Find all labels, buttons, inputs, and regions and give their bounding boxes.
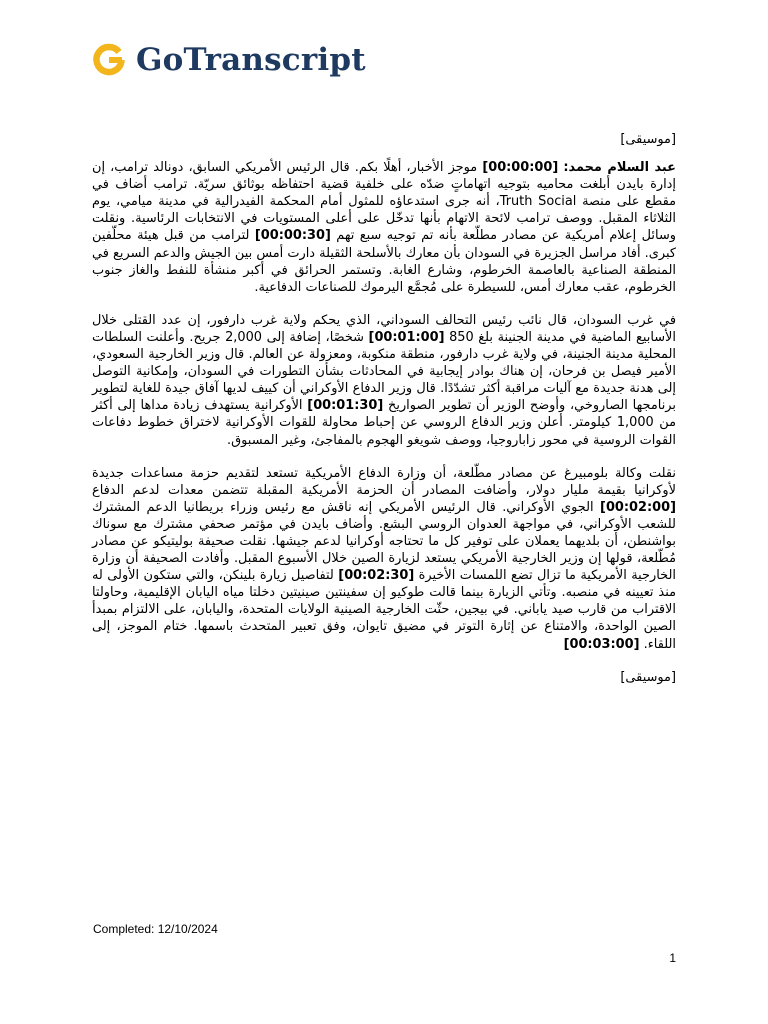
gotranscript-g-logo-icon xyxy=(92,43,126,77)
transcript-text: شخصًا، إضافة إلى 2,000 جريح. وأعلنت السلطات المحلية مدينة الجنينة، في ولاية غرب دارفور، منطقة منكوبة، ومعزولة عن العالم. قال وزير الخارجية السعودي، الأمير فيصل بن فرحان، إن هناك بوادر إيجابية في المحادثات بشأن التطورات في السودان، وإمكانية التوصل إلى هدنة جديدة مع آليات مراقبة أكثر تشدّدًا. قال وزير الدفاع الأوكراني أن كييف لديها آفاق جيدة للغاية لتطوير برنامجها الصاروخي، وأوضح الوزير أن تطوير الصواريخ xyxy=(92,329,676,414)
intro-music-tag: [موسيقى] xyxy=(620,132,676,147)
transcript-text: نقلت وكالة بلومبيرغ عن مصادر مطّلعة، أن وزارة الدفاع الأمريكية تستعد لتقديم حزمة مساعدات جديدة لأوكرانيا بقيمة مليار دولار، وأضافت المصادر أن الحزمة الأمريكية المقبلة تتضمن معدات لدعم الدفاع xyxy=(92,465,676,498)
timestamp: [00:00:30] xyxy=(254,228,331,244)
completed-date: Completed: 12/10/2024 xyxy=(93,922,218,936)
speaker-name: عبد السلام محمد: xyxy=(563,160,676,176)
page-number: 1 xyxy=(669,951,676,965)
timestamp: [00:02:00] xyxy=(600,499,676,515)
timestamp: [00:01:30] xyxy=(307,398,384,414)
transcript-text: لترامب من قبل هيئة محلّفين كبرى. أفاد مراسل الجزيرة في السودان بأن معارك بالأسلحة الثقيلة دارت أمس بين الجيش والدعم السريع في المنطقة الصناعية بالعاصمة الخرطوم، وشارع الغابة. وتستمر الحرائق في أكبر منشأة للنفط والغاز جنوب الخرطوم، عقب معارك أمس، للسيطرة على مُجمَّع اليرموك للصناعات الدفاعية. xyxy=(92,228,676,295)
transcript-text: موجز الأخبار، أهلًا بكم. قال الرئيس الأمريكي السابق، دونالد ترامب، إن إدارة بايدن أبلغت محاميه بتوجيه اتهاماتٍ ضدّه على خلفية قضية احتفاظه بوثائق سريّة. ترامب أضاف في مقطع على منصة Truth Social، أنه جرى استدعاؤه للمثول أمام المحكمة الفيدرالية في مدينة ميامي، يوم الثلاثاء المقبل. ووصف ترامب لائحة الاتهام بأنها تدخّل على أعلى المستويات في الانتخابات الرئاسية. ونقلت وسائل إعلام أمريكية عن مصادر مطلّعة بأنه تم توجيه سبع تهم xyxy=(92,160,676,244)
timestamp: [00:00:00] xyxy=(482,160,559,176)
transcript-text: لتفاصيل زيارة بلينكن، والتي ستكون الأولى له منذ تعيينه في منصبه. وتأتي الزيارة بينما قالت طوكيو إن سفينتين صينيتين دخلتا مياه اليابان الإقليمية، وحاولتا الاقتراب من قارب صيد ياباني. في بيجين، حثّت الخارجية الصينية الولايات المتحدة، واليابان، على الالتزام بمبدأ الصين الواحدة، والامتناع عن إثارة التوتر في مضيق تايوان، وفق تعبير المتحدث باسمها. ختام الموجز، إلى اللقاء. xyxy=(92,568,676,652)
transcript-text: الجوي الأوكراني. قال الرئيس الأمريكي إنه ناقش مع رئيس وزراء بريطانيا الدعم المشترك للشعب الأوكراني، في مواجهة العدوان الروسي البشع. وأضاف بايدن في مؤتمر صحفي مشترك مع سوناك بواشنطن، أن بلديهما يعملان على توفير كل ما تحتاجه أوكرانيا لدعم جيشها. نقلت صحيفة بوليتيكو عن مصادر مُطّلعة، قولها إن وزير الخارجية الأمريكي يستعد لزيارة الصين خلال الأسبوع المقبل. وأفادت الصحيفة أن وزارة الخارجية الأمريكية ما تزال تضع اللمسات الأخيرة xyxy=(92,499,676,584)
timestamp: [00:03:00] xyxy=(563,636,640,652)
transcript-text: الأوكرانية يستهدف زيادة مداها إلى أكثر من 1,000 كيلومتر. أعلن وزير الدفاع الروسي عن إحباط محاولة للقوات الأوكرانية لاختراق خطوط دفاعات القوات الروسية في محور زاباروجيا، ووصف شويغو الهجوم بالمفاجئ، وغير المسبوق. xyxy=(92,398,676,448)
transcript-text: في غرب السودان، قال نائب رئيس التحالف السوداني، الذي يحكم ولاية غرب دارفور، إن عدد القتلى خلال الأسابيع الماضية في مدينة الجنينة بلغ 850 xyxy=(92,312,676,345)
transcript-paragraph-2 xyxy=(92,312,676,449)
brand-name: GoTranscript xyxy=(136,42,366,78)
timestamp: [00:01:00] xyxy=(368,329,445,345)
transcript-paragraph-3 xyxy=(92,465,676,653)
outro-music-tag: [موسيقى] xyxy=(620,669,676,685)
timestamp: [00:02:30] xyxy=(338,568,415,584)
transcript-paragraph-1 xyxy=(92,159,676,296)
brand-logo xyxy=(92,40,366,80)
transcript-body xyxy=(92,131,676,697)
